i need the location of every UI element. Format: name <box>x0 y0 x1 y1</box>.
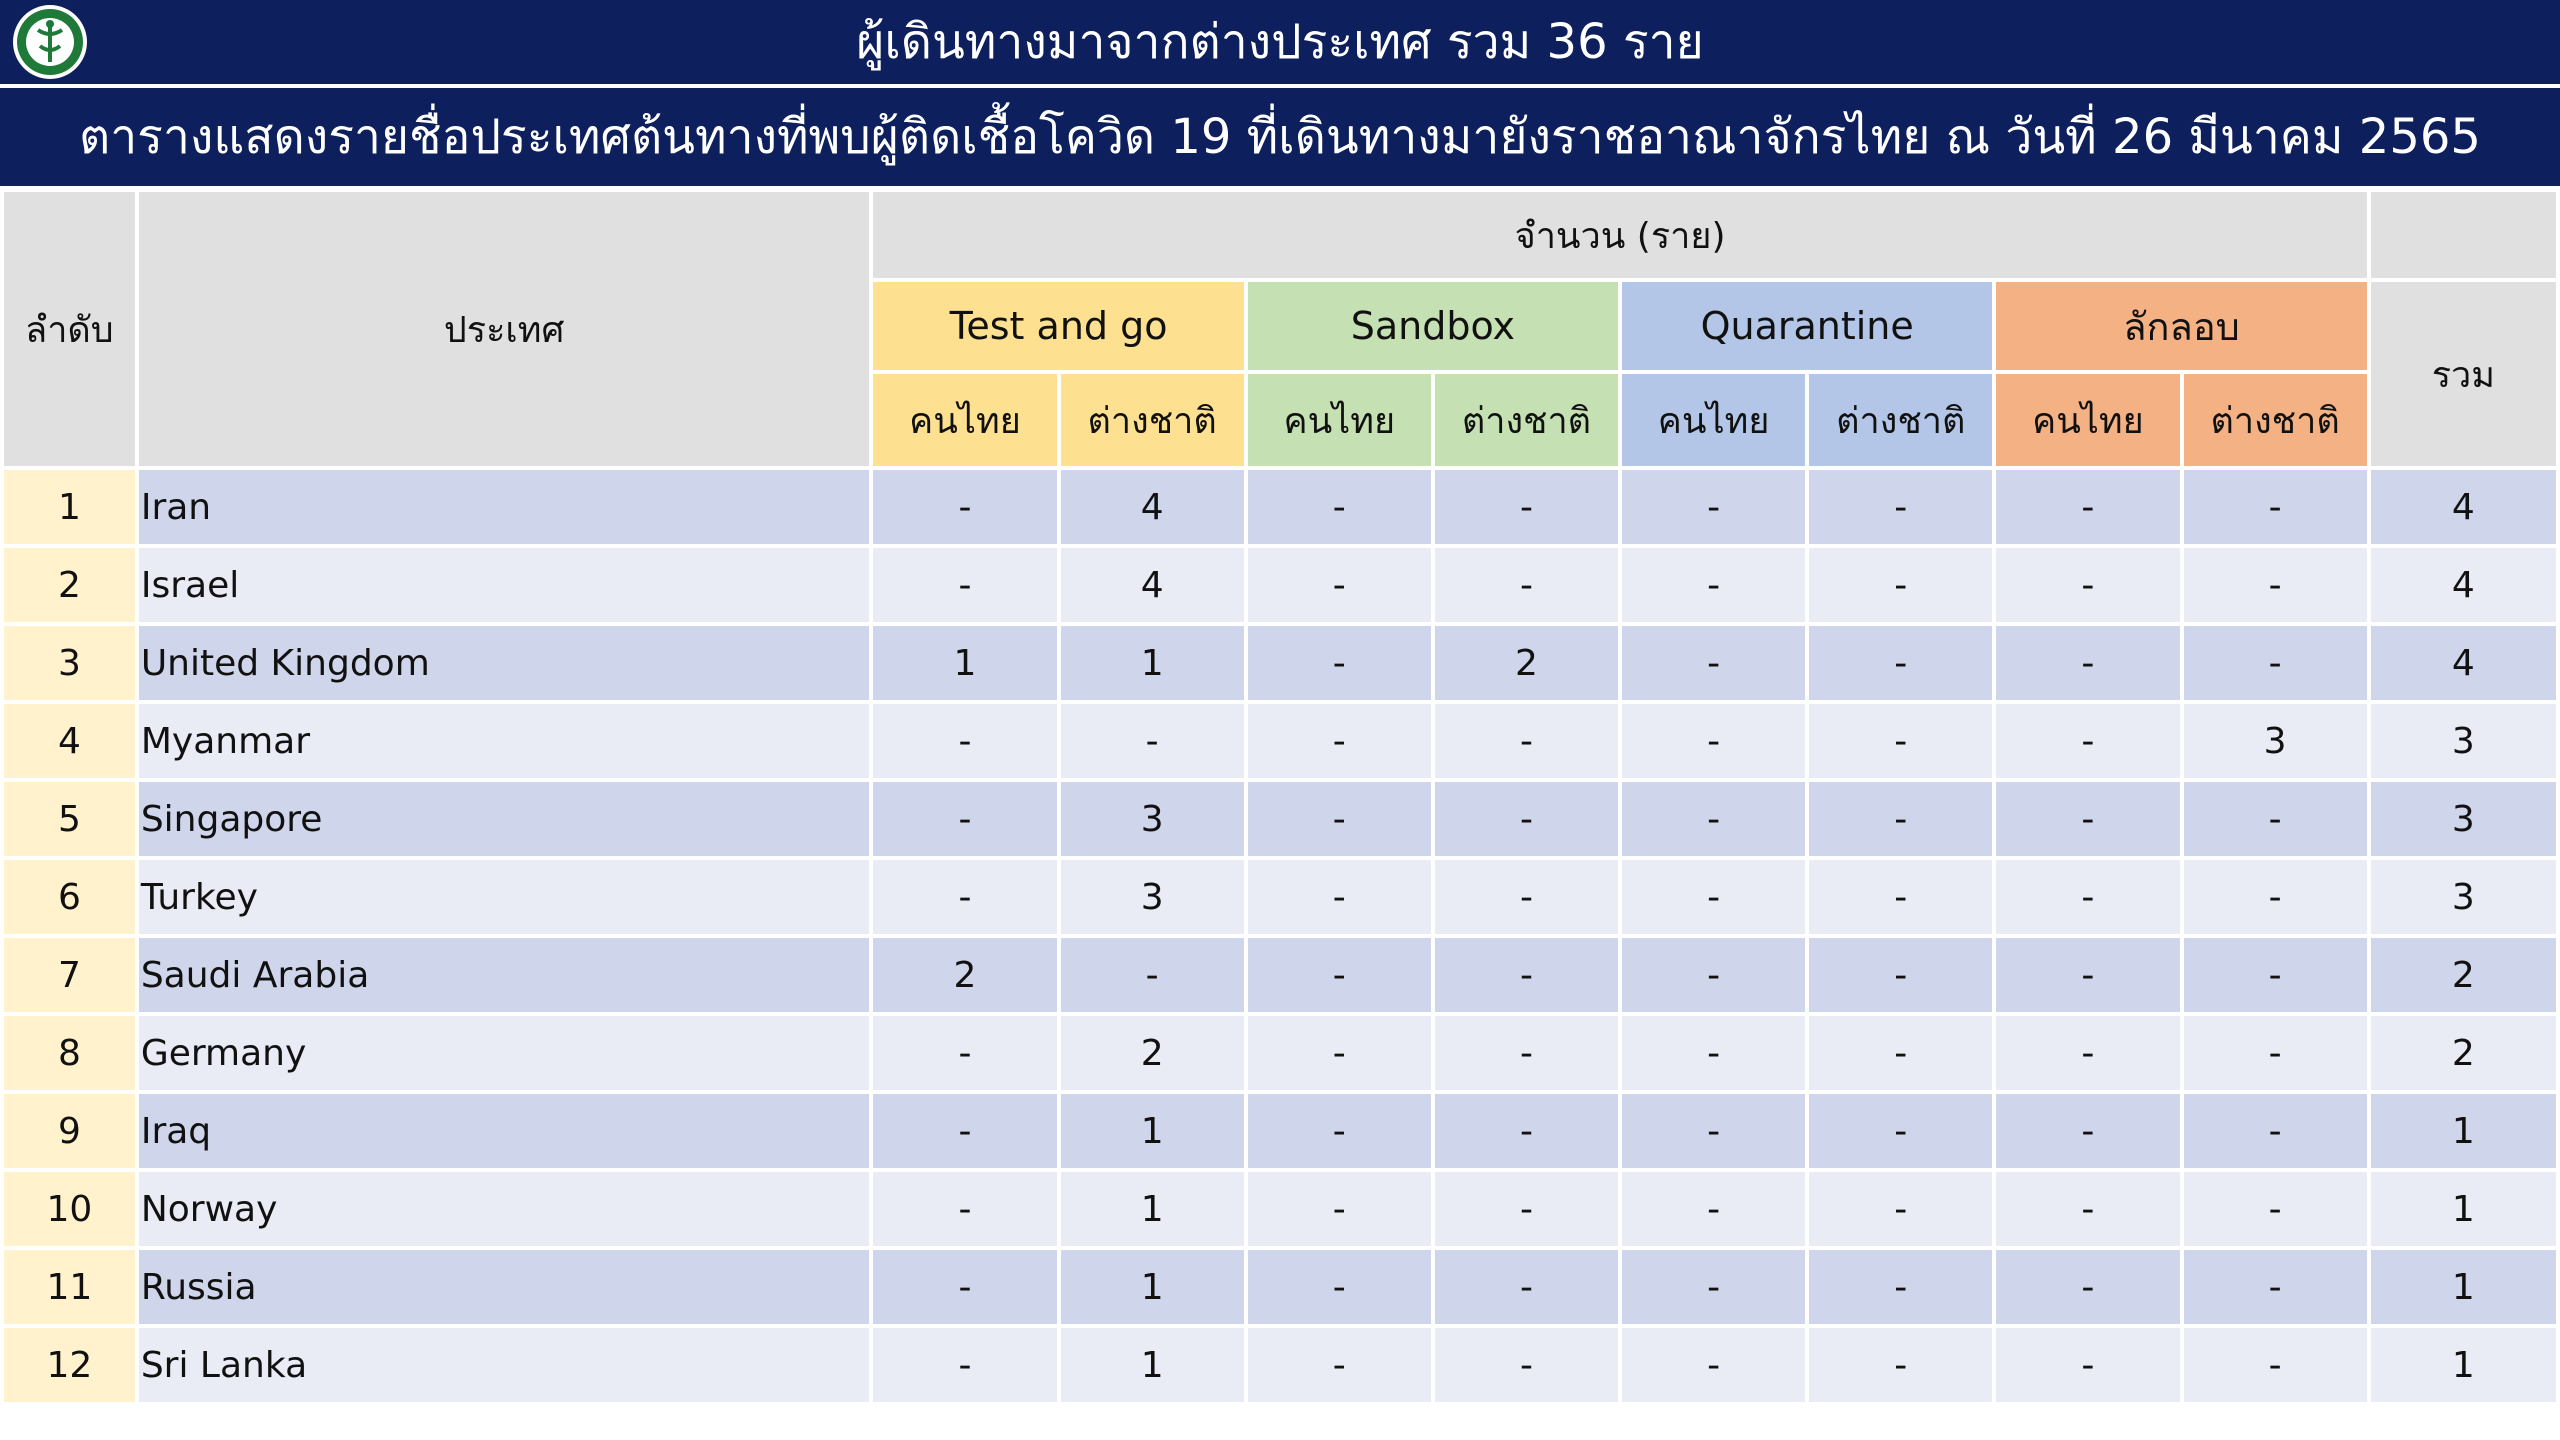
rank-cell: 4 <box>2 702 137 780</box>
value-cell: - <box>1246 1326 1433 1404</box>
total-cell: 4 <box>2369 624 2558 702</box>
value-cell: - <box>1620 1326 1807 1404</box>
value-cell: - <box>2182 1092 2369 1170</box>
value-cell: - <box>2182 780 2369 858</box>
value-cell: - <box>1994 702 2181 780</box>
header-rank: ลำดับ <box>2 190 137 468</box>
total-cell: 1 <box>2369 1248 2558 1326</box>
ministry-seal-icon <box>8 2 92 82</box>
value-cell: 2 <box>1059 1014 1246 1092</box>
value-cell: 1 <box>1059 1248 1246 1326</box>
header-count: จำนวน (ราย) <box>871 190 2368 280</box>
value-cell: - <box>1620 1014 1807 1092</box>
rank-cell: 7 <box>2 936 137 1014</box>
table-row <box>2 468 2558 546</box>
value-cell: - <box>1994 858 2181 936</box>
title-banner <box>0 0 2560 84</box>
value-cell: - <box>1433 468 1620 546</box>
value-cell: 3 <box>1059 858 1246 936</box>
value-cell: - <box>1433 1092 1620 1170</box>
value-cell: - <box>871 1092 1058 1170</box>
value-cell: - <box>1994 468 2181 546</box>
sub-foreign: ต่างชาติ <box>1807 372 1994 468</box>
total-cell: 3 <box>2369 780 2558 858</box>
rank-cell: 10 <box>2 1170 137 1248</box>
country-cell: Myanmar <box>137 702 872 780</box>
value-cell: 1 <box>1059 1092 1246 1170</box>
value-cell: - <box>1807 1014 1994 1092</box>
value-cell: - <box>1246 1014 1433 1092</box>
value-cell: - <box>1620 1248 1807 1326</box>
page-subtitle: ตารางแสดงรายชื่อประเทศต้นทางที่พบผู้ติดเชื้อโควิด 19 ที่เดินทางมายังราชอาณาจักรไทย ณ วันที่ 26 มีนาคม 2565 <box>79 109 2481 165</box>
value-cell: - <box>2182 858 2369 936</box>
value-cell: 1 <box>871 624 1058 702</box>
value-cell: - <box>1994 1014 2181 1092</box>
value-cell: - <box>2182 1326 2369 1404</box>
rank-cell: 2 <box>2 546 137 624</box>
value-cell: - <box>871 1326 1058 1404</box>
value-cell: - <box>1433 1170 1620 1248</box>
subtitle-banner <box>0 88 2560 186</box>
value-cell: - <box>2182 936 2369 1014</box>
value-cell: - <box>2182 546 2369 624</box>
value-cell: - <box>1246 1092 1433 1170</box>
value-cell: 4 <box>1059 546 1246 624</box>
value-cell: - <box>1246 702 1433 780</box>
value-cell: - <box>2182 624 2369 702</box>
total-cell: 4 <box>2369 468 2558 546</box>
page-title: ผู้เดินทางมาจากต่างประเทศ รวม 36 ราย <box>856 14 1704 70</box>
group-test-and-go: Test and go <box>871 280 1245 372</box>
value-cell: 4 <box>1059 468 1246 546</box>
header-total-spacer <box>2369 190 2558 280</box>
value-cell: 1 <box>1059 1326 1246 1404</box>
value-cell: - <box>1994 1092 2181 1170</box>
country-cell: Sri Lanka <box>137 1326 872 1404</box>
total-cell: 2 <box>2369 936 2558 1014</box>
value-cell: - <box>1807 1326 1994 1404</box>
value-cell: - <box>1620 468 1807 546</box>
value-cell: 1 <box>1059 624 1246 702</box>
value-cell: - <box>1807 624 1994 702</box>
table-row <box>2 546 2558 624</box>
value-cell: - <box>1246 1170 1433 1248</box>
country-cases-table <box>0 188 2560 1406</box>
sub-thai: คนไทย <box>1620 372 1807 468</box>
value-cell: 2 <box>1433 624 1620 702</box>
value-cell: - <box>1620 1092 1807 1170</box>
value-cell: - <box>871 468 1058 546</box>
value-cell: - <box>1807 1092 1994 1170</box>
value-cell: - <box>871 1014 1058 1092</box>
value-cell: - <box>1433 1326 1620 1404</box>
total-cell: 1 <box>2369 1092 2558 1170</box>
rank-cell: 5 <box>2 780 137 858</box>
table-row <box>2 780 2558 858</box>
rank-cell: 12 <box>2 1326 137 1404</box>
table-row <box>2 936 2558 1014</box>
value-cell: - <box>2182 1248 2369 1326</box>
rank-cell: 1 <box>2 468 137 546</box>
country-cell: Norway <box>137 1170 872 1248</box>
value-cell: - <box>1620 780 1807 858</box>
country-cell: United Kingdom <box>137 624 872 702</box>
sub-foreign: ต่างชาติ <box>1433 372 1620 468</box>
value-cell: - <box>871 1170 1058 1248</box>
value-cell: - <box>1807 1170 1994 1248</box>
value-cell: - <box>871 858 1058 936</box>
table-row <box>2 702 2558 780</box>
value-cell: - <box>1246 1248 1433 1326</box>
total-cell: 3 <box>2369 702 2558 780</box>
sub-thai: คนไทย <box>871 372 1058 468</box>
value-cell: - <box>1433 1014 1620 1092</box>
value-cell: - <box>1620 936 1807 1014</box>
rank-cell: 3 <box>2 624 137 702</box>
value-cell: - <box>1620 1170 1807 1248</box>
value-cell: - <box>1620 702 1807 780</box>
value-cell: - <box>1433 858 1620 936</box>
value-cell: - <box>1994 936 2181 1014</box>
group-sandbox: Sandbox <box>1246 280 1620 372</box>
country-cell: Russia <box>137 1248 872 1326</box>
value-cell: 2 <box>871 936 1058 1014</box>
total-cell: 4 <box>2369 546 2558 624</box>
sub-foreign: ต่างชาติ <box>2182 372 2369 468</box>
table-row <box>2 1092 2558 1170</box>
sub-thai: คนไทย <box>1994 372 2181 468</box>
total-cell: 1 <box>2369 1326 2558 1404</box>
value-cell: - <box>1620 624 1807 702</box>
value-cell: - <box>1807 546 1994 624</box>
group-smuggled: ลักลอบ <box>1994 280 2368 372</box>
value-cell: - <box>871 1248 1058 1326</box>
value-cell: - <box>1994 624 2181 702</box>
value-cell: - <box>1433 546 1620 624</box>
value-cell: 1 <box>1059 1170 1246 1248</box>
value-cell: - <box>1807 468 1994 546</box>
value-cell: - <box>1807 858 1994 936</box>
rank-cell: 9 <box>2 1092 137 1170</box>
table-row <box>2 858 2558 936</box>
sub-thai: คนไทย <box>1246 372 1433 468</box>
value-cell: - <box>1994 546 2181 624</box>
value-cell: - <box>1807 936 1994 1014</box>
value-cell: - <box>1246 624 1433 702</box>
value-cell: 3 <box>2182 702 2369 780</box>
rank-cell: 6 <box>2 858 137 936</box>
value-cell: - <box>1059 936 1246 1014</box>
value-cell: - <box>1246 546 1433 624</box>
value-cell: - <box>1059 702 1246 780</box>
country-cell: Singapore <box>137 780 872 858</box>
header-total: รวม <box>2369 280 2558 468</box>
value-cell: - <box>1620 546 1807 624</box>
table-row <box>2 1014 2558 1092</box>
value-cell: - <box>1433 1248 1620 1326</box>
value-cell: - <box>1246 468 1433 546</box>
table-row <box>2 1170 2558 1248</box>
rank-cell: 11 <box>2 1248 137 1326</box>
value-cell: - <box>1994 1326 2181 1404</box>
value-cell: - <box>1433 702 1620 780</box>
value-cell: - <box>1433 780 1620 858</box>
rank-cell: 8 <box>2 1014 137 1092</box>
table-row <box>2 1326 2558 1404</box>
value-cell: - <box>871 546 1058 624</box>
value-cell: - <box>2182 1014 2369 1092</box>
country-cell: Iraq <box>137 1092 872 1170</box>
sub-foreign: ต่างชาติ <box>1059 372 1246 468</box>
value-cell: - <box>1246 780 1433 858</box>
table-row <box>2 1248 2558 1326</box>
country-cell: Iran <box>137 468 872 546</box>
value-cell: - <box>871 780 1058 858</box>
value-cell: - <box>1994 1170 2181 1248</box>
country-cell: Germany <box>137 1014 872 1092</box>
total-cell: 3 <box>2369 858 2558 936</box>
country-cell: Turkey <box>137 858 872 936</box>
value-cell: - <box>1807 780 1994 858</box>
value-cell: - <box>1994 1248 2181 1326</box>
country-cell: Saudi Arabia <box>137 936 872 1014</box>
value-cell: - <box>1807 1248 1994 1326</box>
value-cell: - <box>1433 936 1620 1014</box>
value-cell: - <box>1620 858 1807 936</box>
value-cell: - <box>1246 858 1433 936</box>
value-cell: - <box>1807 702 1994 780</box>
value-cell: - <box>871 702 1058 780</box>
group-quarantine: Quarantine <box>1620 280 1994 372</box>
total-cell: 2 <box>2369 1014 2558 1092</box>
header-country: ประเทศ <box>137 190 872 468</box>
value-cell: - <box>1994 780 2181 858</box>
value-cell: 3 <box>1059 780 1246 858</box>
total-cell: 1 <box>2369 1170 2558 1248</box>
value-cell: - <box>1246 936 1433 1014</box>
country-cell: Israel <box>137 546 872 624</box>
table-row <box>2 624 2558 702</box>
value-cell: - <box>2182 1170 2369 1248</box>
value-cell: - <box>2182 468 2369 546</box>
